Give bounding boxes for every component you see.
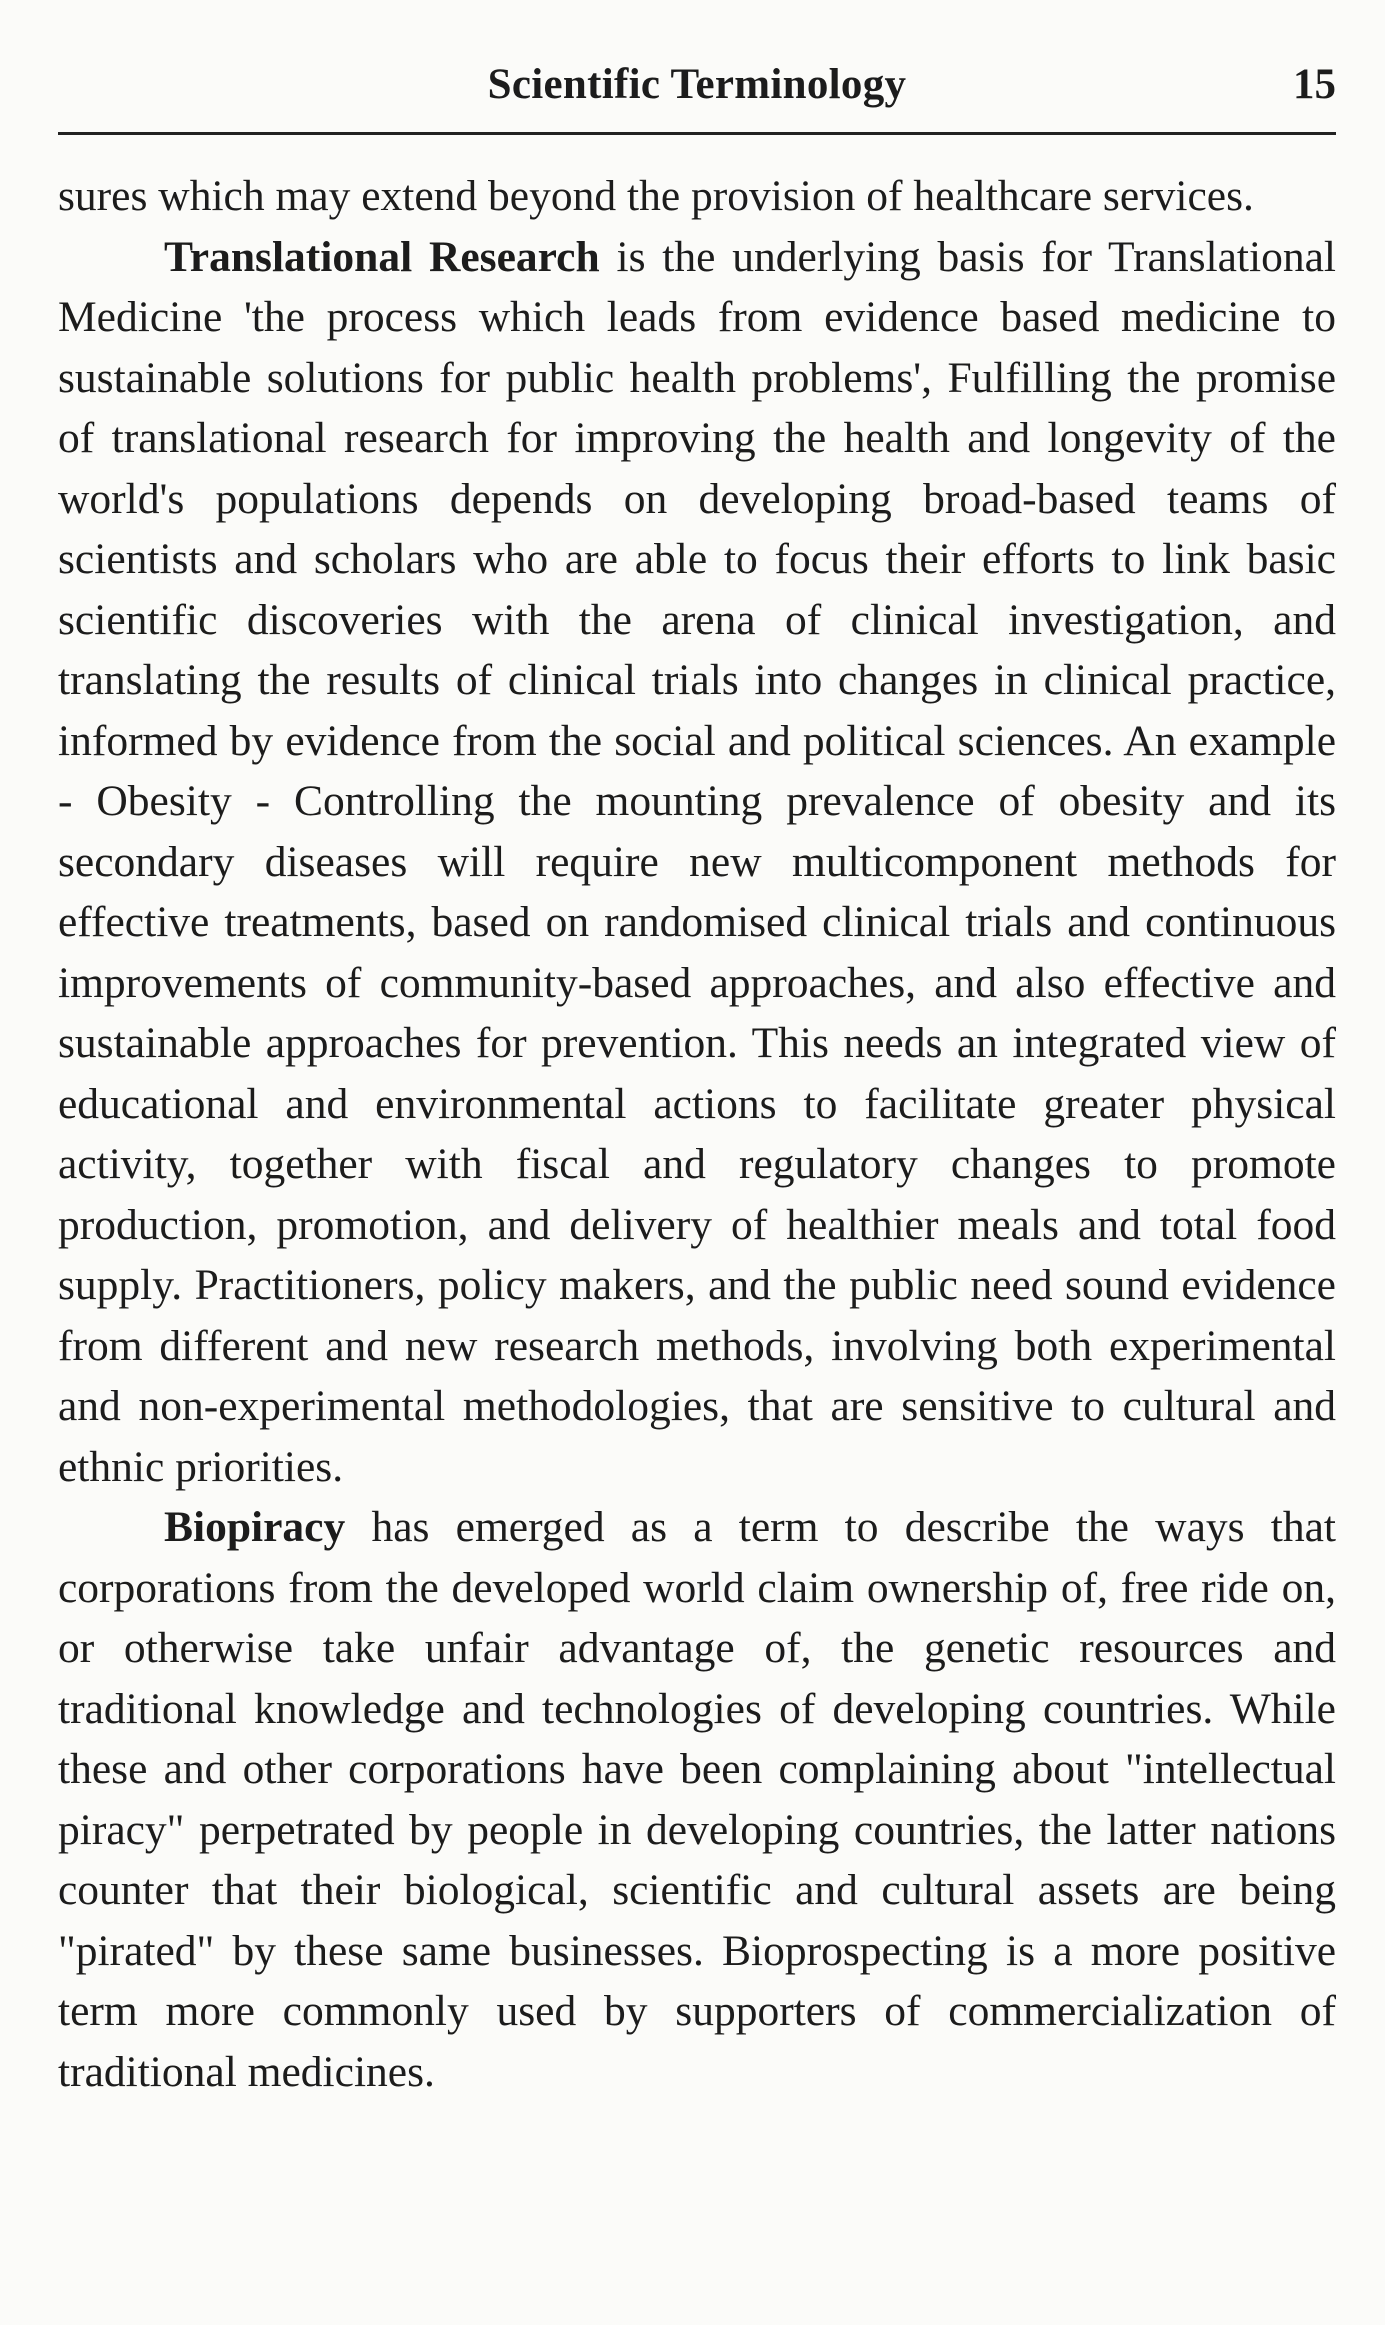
body-text bbox=[58, 166, 1336, 2102]
running-head bbox=[58, 52, 1336, 132]
running-title: Scientific Terminology bbox=[487, 61, 907, 108]
paragraph-text: sures which may extend beyond the provision of healthcare services. bbox=[58, 172, 1254, 220]
paragraph-text: is the underlying basis for Translational Medicine 'the process which leads from evidence based medicine to sustainable solutions for public health problems', Fulfilling the promise of translational research for improving the health and longevity of the world's populations depends on developing broad-based teams of scientists and scholars who are able to focus their efforts to link basic scientific discoveries with the arena of clinical investigation, and translating the results of clinical trials into changes in clinical practice, informed by evidence from the social and political sciences. An example - Obesity - Controlling the mounting prevalence of obesity and its secondary diseases will require new multicomponent methods for effective treatments, based on randomised clinical trials and continuous improvements of community-based approaches, and also effective and sustainable approaches for prevention. This needs an integrated view of educational and environmental actions to facilitate greater physical activity, together with fiscal and regulatory changes to promote production, promotion, and delivery of healthier meals and total food supply. Practitioners, policy makers, and the public need sound evidence from different and new research methods, involving both experimental and non-experimental methodologies, that are sensitive to cultural and ethnic priorities. bbox=[58, 232, 1336, 1491]
paragraph-translational-research bbox=[58, 227, 1336, 1498]
paragraph-biopiracy bbox=[58, 1497, 1336, 2102]
paragraph-text: has emerged as a term to describe the ways that corporations from the developed world claim ownership of, free ride on, or otherwise take unfair advantage of, the genetic resources and traditional knowledge and technologies of developing countries. While these and other corporations have been complaining about "intellectual piracy" perpetrated by people in developing countries, the latter nations counter that their biological, scientific and cultural assets are being "pirated" by these same businesses. Bioprospecting is a more positive term more commonly used by supporters of commercialization of traditional medicines. bbox=[58, 1503, 1336, 2096]
header-rule bbox=[58, 132, 1336, 135]
page-number: 15 bbox=[1293, 61, 1336, 108]
term-translational-research: Translational Research bbox=[164, 232, 600, 281]
paragraph-continuation bbox=[58, 166, 1336, 227]
term-biopiracy: Biopiracy bbox=[164, 1503, 346, 1551]
